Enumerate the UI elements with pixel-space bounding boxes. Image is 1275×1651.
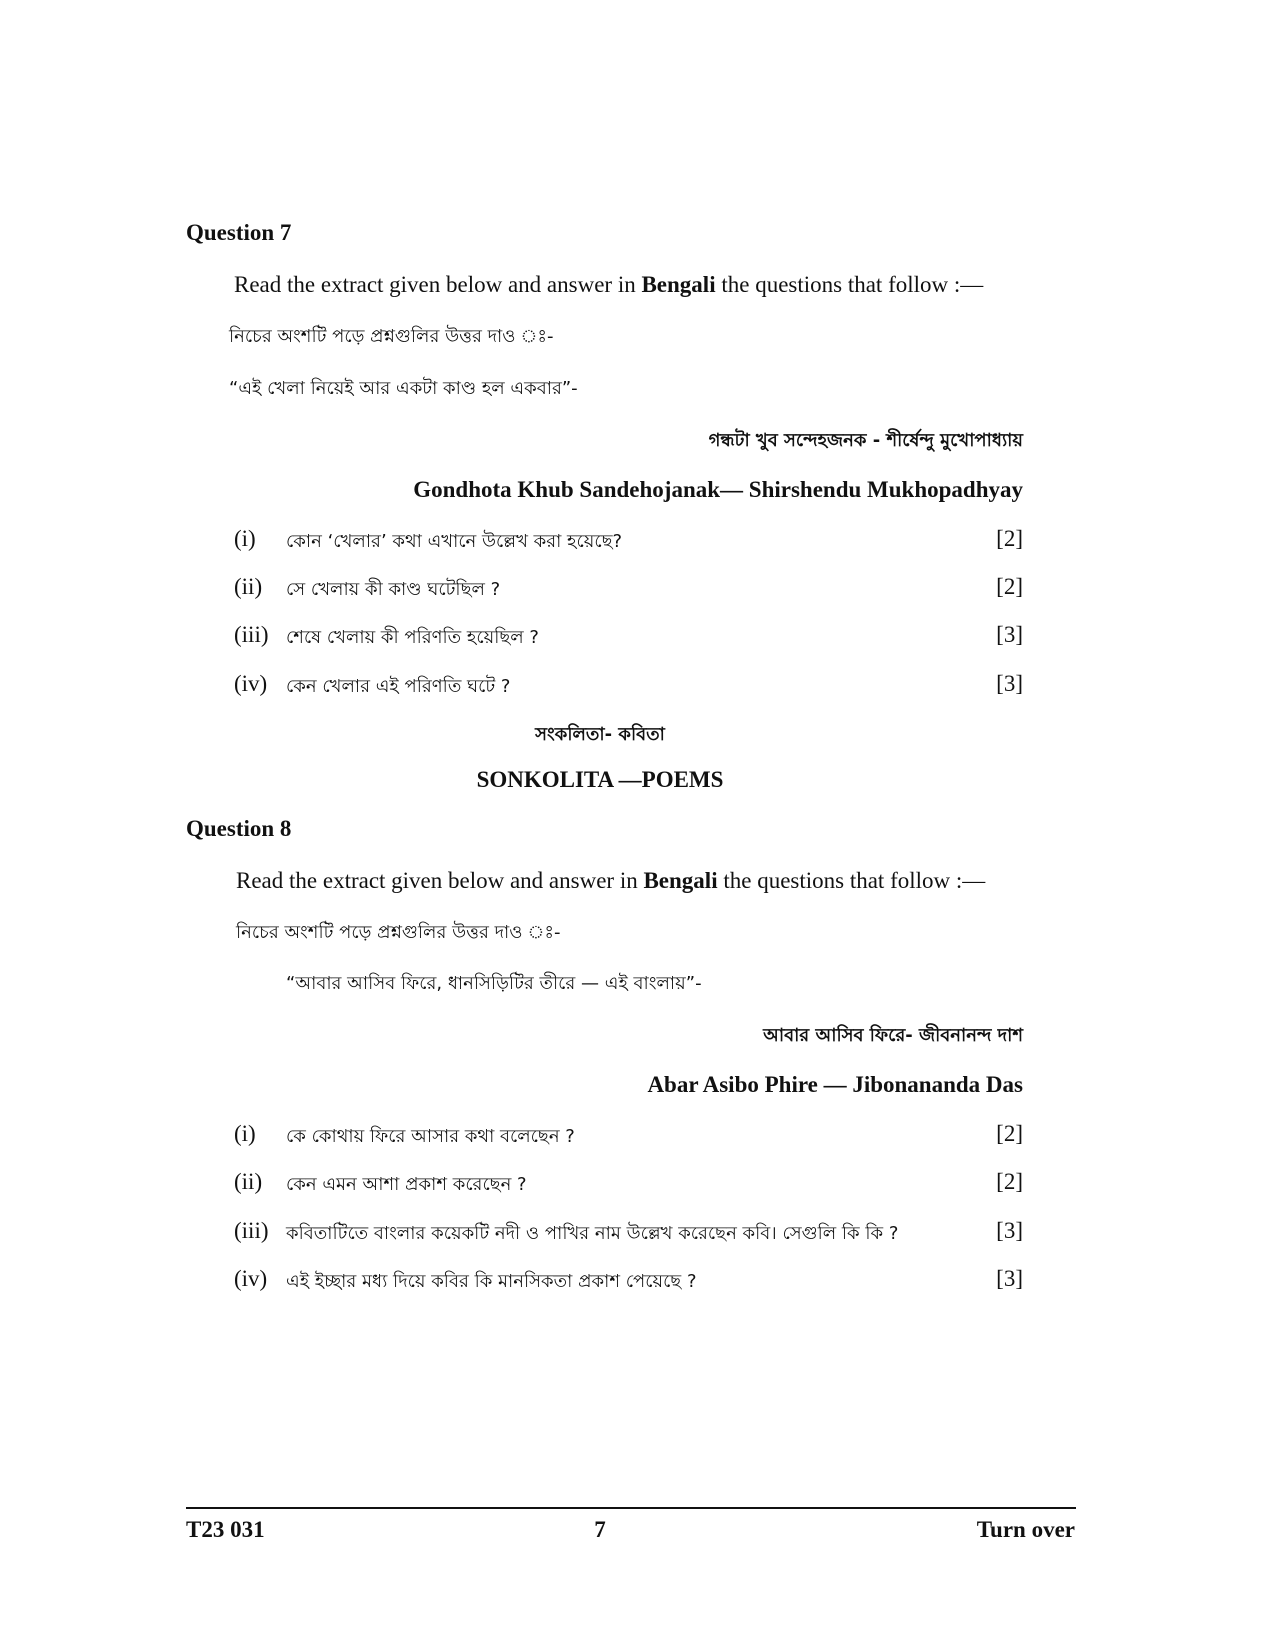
- instruction-bold: Bengali: [643, 868, 718, 893]
- q7-item-marks: [3]: [996, 622, 1023, 647]
- q8-item-number: (iii): [234, 1218, 269, 1243]
- q7-item-marks: [3]: [996, 671, 1023, 696]
- paper-code: T23 031: [186, 1517, 265, 1542]
- question-8-instruction: [236, 868, 985, 894]
- turn-over-note: Turn over: [976, 1517, 1075, 1542]
- q8-item-number: (ii): [234, 1169, 263, 1194]
- q8-item-number: (i): [234, 1121, 256, 1146]
- question-7-source-english: Gondhota Khub Sandehojanak— Shirshendu Mukhopadhyay: [413, 477, 1023, 502]
- instruction-text: the questions that follow :—: [715, 272, 984, 297]
- instruction-text: Read the extract given below and answer in: [234, 272, 642, 297]
- section-heading-bengali: সংকলিতা- কবিতা: [535, 724, 665, 745]
- q7-item-text: সে খেলায় কী কাণ্ড ঘটেছিল ?: [286, 579, 501, 600]
- q7-item-number: (iv): [234, 671, 268, 696]
- q8-item-text: কে কোথায় ফিরে আসার কথা বলেছেন ?: [286, 1126, 575, 1147]
- q7-item-number: (i): [234, 526, 256, 551]
- q8-item-marks: [3]: [996, 1266, 1023, 1291]
- q8-item-marks: [3]: [996, 1218, 1023, 1243]
- q7-item-marks: [2]: [996, 574, 1023, 599]
- question-7-extract: “এই খেলা নিয়েই আর একটা কাণ্ড হল একবার”-: [229, 378, 578, 399]
- q7-item-text: কোন ‘খেলার’ কথা এখানে উল্লেখ করা হয়েছে?: [286, 531, 623, 552]
- question-8-instruction-bengali: নিচের অংশটি পড়ে প্রশ্নগুলির উত্তর দাও ঃ-: [236, 922, 561, 943]
- q8-item-text: এই ইচ্ছার মধ্য দিয়ে কবির কি মানসিকতা প্রকাশ পেয়েছে ?: [286, 1271, 697, 1292]
- q8-item-text: কবিতাটিতে বাংলার কয়েকটি নদী ও পাখির নাম উল্লেখ করেছেন কবি। সেগুলি কি কি ?: [286, 1223, 899, 1244]
- question-8-source-english: Abar Asibo Phire — Jibonananda Das: [647, 1072, 1023, 1097]
- question-7-source-bengali: গন্ধটা খুব সন্দেহজনক - শীর্ষেন্দু মুখোপাধ্যায়: [708, 430, 1023, 451]
- q8-item-marks: [2]: [996, 1121, 1023, 1146]
- q7-item-text: শেষে খেলায় কী পরিণতি হয়েছিল ?: [286, 627, 539, 648]
- instruction-text: Read the extract given below and answer in: [236, 868, 644, 893]
- q8-item-marks: [2]: [996, 1169, 1023, 1194]
- page-number: 7: [594, 1517, 606, 1542]
- q8-item-text: কেন এমন আশা প্রকাশ করেছেন ?: [286, 1174, 527, 1195]
- q7-item-number: (iii): [234, 622, 269, 647]
- question-8-extract: “আবার আসিব ফিরে, ধানসিড়িটির তীরে — এই বাংলায়”-: [286, 973, 702, 994]
- q7-item-number: (ii): [234, 574, 263, 599]
- question-7-instruction: [234, 272, 983, 298]
- question-7-heading: Question 7: [186, 220, 292, 245]
- instruction-bold: Bengali: [641, 272, 716, 297]
- question-8-source-bengali: আবার আসিব ফিরে- জীবনানন্দ দাশ: [763, 1025, 1023, 1046]
- question-7-instruction-bengali: নিচের অংশটি পড়ে প্রশ্নগুলির উত্তর দাও ঃ-: [229, 326, 554, 347]
- footer-divider: [186, 1507, 1076, 1509]
- section-heading-english: SONKOLITA —POEMS: [476, 767, 724, 792]
- question-8-heading: Question 8: [186, 816, 292, 841]
- instruction-text: the questions that follow :—: [717, 868, 986, 893]
- q7-item-marks: [2]: [996, 526, 1023, 551]
- q7-item-text: কেন খেলার এই পরিণতি ঘটে ?: [286, 676, 511, 697]
- q8-item-number: (iv): [234, 1266, 268, 1291]
